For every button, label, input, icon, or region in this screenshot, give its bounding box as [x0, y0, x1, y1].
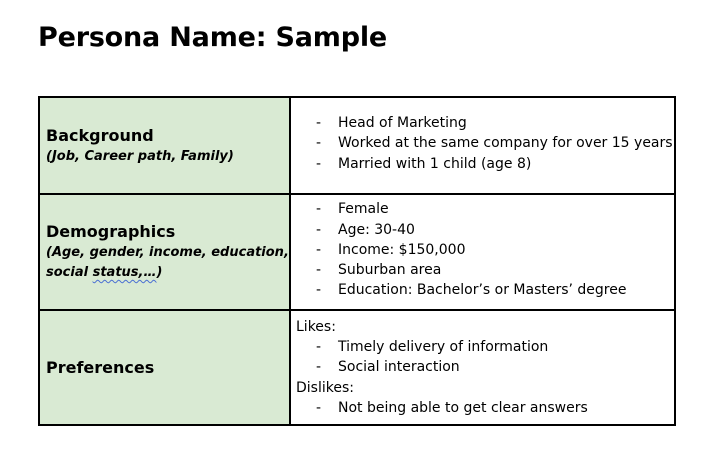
list-item: - Education: Bachelor’s or Masters’ degree	[296, 280, 674, 300]
preferences-label-cell	[39, 310, 290, 425]
background-subheading: (Job, Career path, Family)	[46, 148, 234, 164]
preferences-heading: Preferences	[46, 357, 155, 377]
list-item: - Income: $150,000	[296, 240, 674, 260]
dislikes-label: Dislikes:	[296, 379, 354, 396]
demographics-sub-line2-pre: social	[46, 265, 93, 280]
page-title: Persona Name: Sample	[38, 22, 388, 53]
demographics-list	[296, 199, 674, 300]
demographics-sub-line1: (Age, gender, income, education,	[46, 245, 289, 260]
list-item: - Timely delivery of information	[296, 337, 674, 357]
background-row	[39, 97, 675, 194]
likes-label: Likes:	[296, 318, 336, 335]
demographics-label-cell	[39, 194, 290, 310]
demographics-content-cell	[290, 194, 675, 310]
list-item: - Not being able to get clear answers	[296, 398, 674, 418]
likes-list	[296, 337, 674, 377]
preferences-row	[39, 310, 675, 425]
demographics-subheading	[46, 243, 289, 283]
list-item: - Age: 30-40	[296, 220, 674, 240]
background-label-cell	[39, 97, 290, 194]
dislikes-list	[296, 398, 674, 418]
persona-table	[38, 96, 676, 426]
list-item: - Head of Marketing	[296, 113, 674, 133]
demographics-sub-line2-post: )	[156, 265, 163, 280]
list-item: - Female	[296, 199, 674, 219]
preferences-content-cell	[290, 310, 675, 425]
background-heading: Background	[46, 125, 154, 145]
list-item: - Worked at the same company for over 15 years	[296, 133, 674, 153]
demographics-row	[39, 194, 675, 310]
background-list	[296, 113, 674, 174]
spellcheck-marked-text: status,…	[92, 265, 157, 280]
list-item: - Social interaction	[296, 357, 674, 377]
background-content-cell	[290, 97, 675, 194]
list-item: - Married with 1 child (age 8)	[296, 154, 674, 174]
list-item: - Suburban area	[296, 260, 674, 280]
demographics-heading: Demographics	[46, 222, 176, 241]
